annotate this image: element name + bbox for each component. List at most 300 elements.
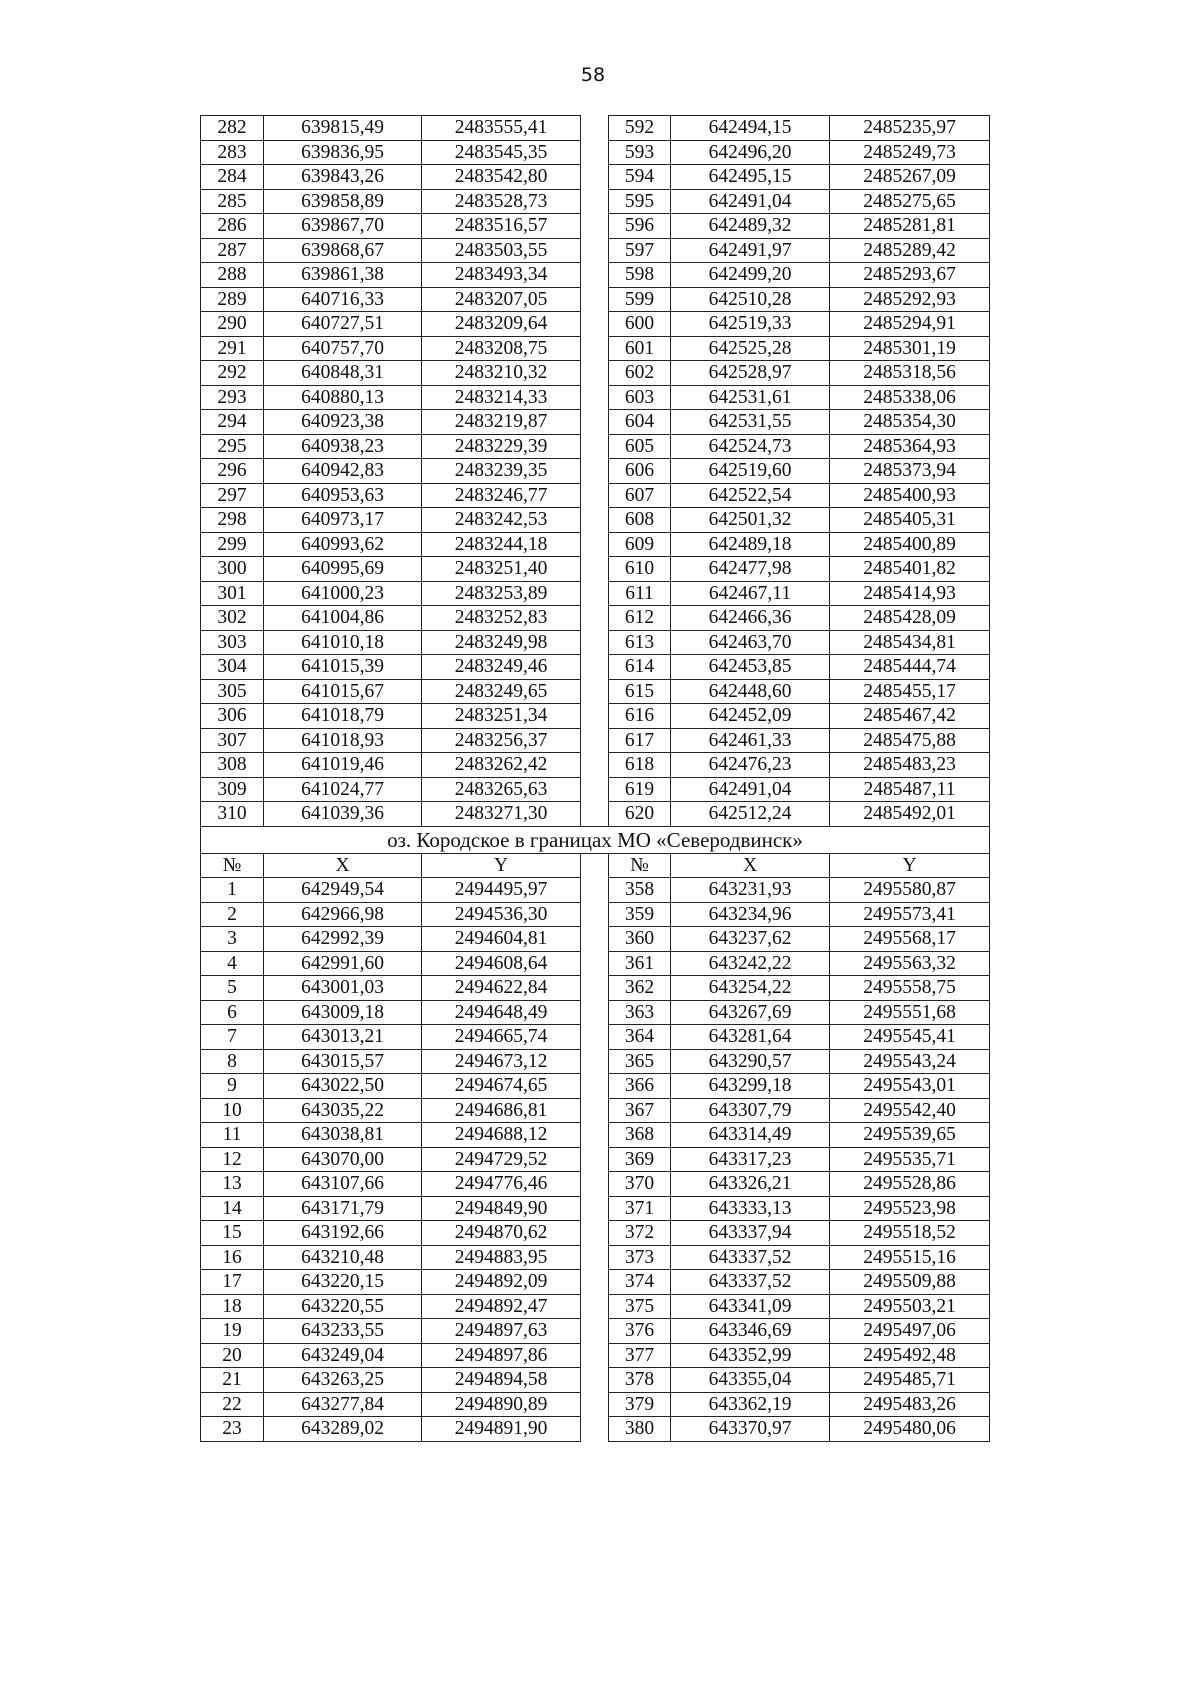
- table-row: [201, 1270, 990, 1295]
- header-number-left: №: [201, 853, 264, 878]
- column-gap: [581, 214, 609, 239]
- x-right: 642491,04: [671, 189, 830, 214]
- column-gap: [581, 116, 609, 141]
- point-number-right: 611: [609, 581, 671, 606]
- y-right: 2495528,86: [830, 1172, 990, 1197]
- header-x-right: X: [671, 853, 830, 878]
- point-number-left: 17: [201, 1270, 264, 1295]
- table-row: [201, 189, 990, 214]
- x-left: 643038,81: [264, 1123, 422, 1148]
- section-2-rows: [201, 878, 990, 1442]
- point-number-left: 15: [201, 1221, 264, 1246]
- point-number-right: 603: [609, 385, 671, 410]
- y-right: 2485487,11: [830, 777, 990, 802]
- point-number-right: 616: [609, 704, 671, 729]
- header-x-left: X: [264, 853, 422, 878]
- table-row: [201, 361, 990, 386]
- x-right: 643341,09: [671, 1294, 830, 1319]
- section-1-rows: [201, 116, 990, 827]
- column-gap: [581, 508, 609, 533]
- x-left: 643001,03: [264, 976, 422, 1001]
- point-number-right: 358: [609, 878, 671, 903]
- point-number-right: 365: [609, 1049, 671, 1074]
- x-right: 643352,99: [671, 1343, 830, 1368]
- point-number-left: 5: [201, 976, 264, 1001]
- y-right: 2485354,30: [830, 410, 990, 435]
- column-gap: [581, 630, 609, 655]
- y-left: 2494776,46: [422, 1172, 581, 1197]
- y-right: 2495543,01: [830, 1074, 990, 1099]
- y-left: 2483493,34: [422, 263, 581, 288]
- column-gap: [581, 679, 609, 704]
- x-left: 639858,89: [264, 189, 422, 214]
- x-left: 642992,39: [264, 927, 422, 952]
- x-right: 642519,33: [671, 312, 830, 337]
- point-number-left: 10: [201, 1098, 264, 1123]
- x-right: 642477,98: [671, 557, 830, 582]
- x-right: 642491,97: [671, 238, 830, 263]
- point-number-right: 360: [609, 927, 671, 952]
- point-number-right: 371: [609, 1196, 671, 1221]
- x-right: 643326,21: [671, 1172, 830, 1197]
- x-right: 643346,69: [671, 1319, 830, 1344]
- table-row: [201, 777, 990, 802]
- column-gap: [581, 802, 609, 827]
- point-number-left: 16: [201, 1245, 264, 1270]
- table-row: [201, 1098, 990, 1123]
- x-right: 643290,57: [671, 1049, 830, 1074]
- point-number-left: 19: [201, 1319, 264, 1344]
- point-number-right: 620: [609, 802, 671, 827]
- x-left: 642991,60: [264, 951, 422, 976]
- x-left: 640993,62: [264, 532, 422, 557]
- coordinates-table: [200, 115, 990, 1442]
- y-right: 2495539,65: [830, 1123, 990, 1148]
- table-row: [201, 1147, 990, 1172]
- point-number-left: 293: [201, 385, 264, 410]
- point-number-left: 307: [201, 728, 264, 753]
- point-number-left: 23: [201, 1417, 264, 1442]
- x-right: 642448,60: [671, 679, 830, 704]
- table-row: [201, 459, 990, 484]
- x-left: 643035,22: [264, 1098, 422, 1123]
- x-right: 643370,97: [671, 1417, 830, 1442]
- point-number-right: 375: [609, 1294, 671, 1319]
- column-gap: [581, 1098, 609, 1123]
- point-number-left: 305: [201, 679, 264, 704]
- point-number-right: 362: [609, 976, 671, 1001]
- y-left: 2494891,90: [422, 1417, 581, 1442]
- y-left: 2494674,65: [422, 1074, 581, 1099]
- x-left: 643220,55: [264, 1294, 422, 1319]
- x-left: 639861,38: [264, 263, 422, 288]
- point-number-left: 283: [201, 140, 264, 165]
- y-right: 2485235,97: [830, 116, 990, 141]
- table-row: [201, 1049, 990, 1074]
- page-number: 58: [580, 64, 606, 86]
- y-right: 2495535,71: [830, 1147, 990, 1172]
- x-right: 642496,20: [671, 140, 830, 165]
- x-left: 643210,48: [264, 1245, 422, 1270]
- point-number-right: 378: [609, 1368, 671, 1393]
- y-right: 2495518,52: [830, 1221, 990, 1246]
- point-number-left: 288: [201, 263, 264, 288]
- x-right: 642494,15: [671, 116, 830, 141]
- x-right: 642491,04: [671, 777, 830, 802]
- column-gap: [581, 878, 609, 903]
- point-number-left: 289: [201, 287, 264, 312]
- point-number-right: 379: [609, 1392, 671, 1417]
- x-left: 643022,50: [264, 1074, 422, 1099]
- point-number-left: 14: [201, 1196, 264, 1221]
- y-right: 2485401,82: [830, 557, 990, 582]
- point-number-right: 376: [609, 1319, 671, 1344]
- table-row: [201, 1417, 990, 1442]
- x-left: 643171,79: [264, 1196, 422, 1221]
- table-row: [201, 263, 990, 288]
- table-row: [201, 728, 990, 753]
- column-gap: [581, 777, 609, 802]
- x-left: 643192,66: [264, 1221, 422, 1246]
- x-left: 643249,04: [264, 1343, 422, 1368]
- point-number-left: 282: [201, 116, 264, 141]
- x-left: 643015,57: [264, 1049, 422, 1074]
- point-number-left: 297: [201, 483, 264, 508]
- point-number-left: 13: [201, 1172, 264, 1197]
- x-right: 643281,64: [671, 1025, 830, 1050]
- table-row: [201, 606, 990, 631]
- y-right: 2485294,91: [830, 312, 990, 337]
- x-right: 643337,94: [671, 1221, 830, 1246]
- column-gap: [581, 336, 609, 361]
- table-row: [201, 140, 990, 165]
- column-gap: [581, 557, 609, 582]
- x-right: 643314,49: [671, 1123, 830, 1148]
- x-left: 640923,38: [264, 410, 422, 435]
- y-left: 2483229,39: [422, 434, 581, 459]
- table-row: [201, 312, 990, 337]
- y-right: 2485249,73: [830, 140, 990, 165]
- y-right: 2485414,93: [830, 581, 990, 606]
- y-right: 2485293,67: [830, 263, 990, 288]
- table-row: [201, 287, 990, 312]
- point-number-right: 597: [609, 238, 671, 263]
- table-row: [201, 655, 990, 680]
- y-right: 2495497,06: [830, 1319, 990, 1344]
- y-right: 2495492,48: [830, 1343, 990, 1368]
- point-number-left: 287: [201, 238, 264, 263]
- point-number-left: 304: [201, 655, 264, 680]
- point-number-right: 374: [609, 1270, 671, 1295]
- y-right: 2485455,17: [830, 679, 990, 704]
- table-row: [201, 1319, 990, 1344]
- point-number-left: 8: [201, 1049, 264, 1074]
- y-left: 2494890,89: [422, 1392, 581, 1417]
- point-number-right: 595: [609, 189, 671, 214]
- y-left: 2483253,89: [422, 581, 581, 606]
- x-right: 642501,32: [671, 508, 830, 533]
- y-right: 2495568,17: [830, 927, 990, 952]
- point-number-left: 296: [201, 459, 264, 484]
- x-right: 642528,97: [671, 361, 830, 386]
- point-number-left: 6: [201, 1000, 264, 1025]
- x-right: 642466,36: [671, 606, 830, 631]
- y-right: 2485373,94: [830, 459, 990, 484]
- y-left: 2494673,12: [422, 1049, 581, 1074]
- point-number-left: 290: [201, 312, 264, 337]
- y-left: 2494897,86: [422, 1343, 581, 1368]
- table-row: [201, 679, 990, 704]
- point-number-right: 619: [609, 777, 671, 802]
- column-gap: [581, 753, 609, 778]
- column-gap: [581, 1221, 609, 1246]
- table-row: [201, 336, 990, 361]
- point-number-left: 291: [201, 336, 264, 361]
- x-left: 639836,95: [264, 140, 422, 165]
- y-right: 2495558,75: [830, 976, 990, 1001]
- column-gap: [581, 581, 609, 606]
- table-row: [201, 1123, 990, 1148]
- point-number-right: 361: [609, 951, 671, 976]
- x-right: 643362,19: [671, 1392, 830, 1417]
- x-left: 640973,17: [264, 508, 422, 533]
- x-right: 643231,93: [671, 878, 830, 903]
- x-right: 642452,09: [671, 704, 830, 729]
- point-number-left: 306: [201, 704, 264, 729]
- table-row: [201, 508, 990, 533]
- point-number-left: 21: [201, 1368, 264, 1393]
- x-right: 643337,52: [671, 1270, 830, 1295]
- point-number-right: 368: [609, 1123, 671, 1148]
- column-gap: [581, 1025, 609, 1050]
- y-right: 2485400,93: [830, 483, 990, 508]
- y-left: 2494665,74: [422, 1025, 581, 1050]
- point-number-right: 369: [609, 1147, 671, 1172]
- column-gap: [581, 976, 609, 1001]
- point-number-left: 4: [201, 951, 264, 976]
- y-left: 2483252,83: [422, 606, 581, 631]
- column-gap: [581, 1294, 609, 1319]
- x-left: 640880,13: [264, 385, 422, 410]
- x-right: 643333,13: [671, 1196, 830, 1221]
- y-right: 2495551,68: [830, 1000, 990, 1025]
- y-left: 2483246,77: [422, 483, 581, 508]
- point-number-left: 294: [201, 410, 264, 435]
- column-gap: [581, 704, 609, 729]
- y-right: 2495523,98: [830, 1196, 990, 1221]
- point-number-left: 310: [201, 802, 264, 827]
- x-left: 640848,31: [264, 361, 422, 386]
- point-number-right: 599: [609, 287, 671, 312]
- point-number-left: 284: [201, 165, 264, 190]
- y-right: 2485483,23: [830, 753, 990, 778]
- y-left: 2483242,53: [422, 508, 581, 533]
- point-number-right: 364: [609, 1025, 671, 1050]
- y-right: 2485467,42: [830, 704, 990, 729]
- point-number-left: 11: [201, 1123, 264, 1148]
- x-left: 641000,23: [264, 581, 422, 606]
- x-right: 642489,32: [671, 214, 830, 239]
- x-left: 640727,51: [264, 312, 422, 337]
- point-number-right: 608: [609, 508, 671, 533]
- table-row: [201, 1025, 990, 1050]
- y-left: 2494894,58: [422, 1368, 581, 1393]
- x-left: 641015,39: [264, 655, 422, 680]
- column-gap: [581, 728, 609, 753]
- y-right: 2485492,01: [830, 802, 990, 827]
- column-gap: [581, 385, 609, 410]
- y-right: 2485301,19: [830, 336, 990, 361]
- x-left: 643009,18: [264, 1000, 422, 1025]
- y-right: 2485434,81: [830, 630, 990, 655]
- y-left: 2483251,40: [422, 557, 581, 582]
- table-row: [201, 1221, 990, 1246]
- table-row: [201, 802, 990, 827]
- point-number-left: 303: [201, 630, 264, 655]
- section-2-header: [201, 826, 990, 878]
- table-row: [201, 704, 990, 729]
- y-right: 2485275,65: [830, 189, 990, 214]
- column-gap: [581, 1245, 609, 1270]
- x-right: 642499,20: [671, 263, 830, 288]
- column-gap: [581, 655, 609, 680]
- x-right: 643307,79: [671, 1098, 830, 1123]
- x-right: 642463,70: [671, 630, 830, 655]
- column-gap: [581, 1319, 609, 1344]
- x-left: 641018,93: [264, 728, 422, 753]
- y-right: 2485281,81: [830, 214, 990, 239]
- point-number-right: 605: [609, 434, 671, 459]
- column-gap: [581, 459, 609, 484]
- y-right: 2495563,32: [830, 951, 990, 976]
- y-left: 2483528,73: [422, 189, 581, 214]
- x-left: 643107,66: [264, 1172, 422, 1197]
- x-right: 642525,28: [671, 336, 830, 361]
- column-gap: [581, 606, 609, 631]
- table-row: [201, 483, 990, 508]
- y-left: 2483219,87: [422, 410, 581, 435]
- y-left: 2494648,49: [422, 1000, 581, 1025]
- y-right: 2495542,40: [830, 1098, 990, 1123]
- x-right: 642489,18: [671, 532, 830, 557]
- y-left: 2483244,18: [422, 532, 581, 557]
- y-left: 2494849,90: [422, 1196, 581, 1221]
- column-gap: [581, 1147, 609, 1172]
- point-number-right: 607: [609, 483, 671, 508]
- x-right: 642531,61: [671, 385, 830, 410]
- column-gap: [581, 1417, 609, 1442]
- point-number-left: 308: [201, 753, 264, 778]
- y-right: 2485364,93: [830, 434, 990, 459]
- column-gap: [581, 165, 609, 190]
- x-left: 643277,84: [264, 1392, 422, 1417]
- x-left: 642949,54: [264, 878, 422, 903]
- point-number-right: 373: [609, 1245, 671, 1270]
- column-gap: [581, 263, 609, 288]
- table-row: [201, 581, 990, 606]
- x-right: 643234,96: [671, 902, 830, 927]
- y-left: 2494883,95: [422, 1245, 581, 1270]
- point-number-right: 602: [609, 361, 671, 386]
- point-number-left: 22: [201, 1392, 264, 1417]
- table-row: [201, 238, 990, 263]
- y-left: 2483542,80: [422, 165, 581, 190]
- x-right: 643242,22: [671, 951, 830, 976]
- y-right: 2495503,21: [830, 1294, 990, 1319]
- point-number-right: 380: [609, 1417, 671, 1442]
- point-number-left: 20: [201, 1343, 264, 1368]
- y-left: 2483516,57: [422, 214, 581, 239]
- column-gap: [581, 189, 609, 214]
- point-number-right: 372: [609, 1221, 671, 1246]
- column-gap: [581, 1172, 609, 1197]
- x-left: 641019,46: [264, 753, 422, 778]
- y-left: 2494495,97: [422, 878, 581, 903]
- y-left: 2483249,46: [422, 655, 581, 680]
- y-left: 2483262,42: [422, 753, 581, 778]
- column-gap: [581, 902, 609, 927]
- y-left: 2483208,75: [422, 336, 581, 361]
- column-gap: [581, 410, 609, 435]
- x-right: 643299,18: [671, 1074, 830, 1099]
- table-row: [201, 927, 990, 952]
- x-right: 642461,33: [671, 728, 830, 753]
- column-gap: [581, 1343, 609, 1368]
- point-number-right: 609: [609, 532, 671, 557]
- point-number-right: 363: [609, 1000, 671, 1025]
- point-number-right: 370: [609, 1172, 671, 1197]
- y-right: 2495573,41: [830, 902, 990, 927]
- x-right: 643317,23: [671, 1147, 830, 1172]
- y-right: 2495515,16: [830, 1245, 990, 1270]
- y-left: 2483249,65: [422, 679, 581, 704]
- y-left: 2483214,33: [422, 385, 581, 410]
- point-number-right: 594: [609, 165, 671, 190]
- x-right: 642453,85: [671, 655, 830, 680]
- y-right: 2485318,56: [830, 361, 990, 386]
- table-row: [201, 116, 990, 141]
- x-left: 639868,67: [264, 238, 422, 263]
- x-left: 643233,55: [264, 1319, 422, 1344]
- x-left: 641010,18: [264, 630, 422, 655]
- x-left: 640938,23: [264, 434, 422, 459]
- column-gap: [581, 1196, 609, 1221]
- table-row: [201, 385, 990, 410]
- y-left: 2483265,63: [422, 777, 581, 802]
- table-row: [201, 1074, 990, 1099]
- y-left: 2483249,98: [422, 630, 581, 655]
- point-number-left: 9: [201, 1074, 264, 1099]
- x-left: 643013,21: [264, 1025, 422, 1050]
- point-number-right: 359: [609, 902, 671, 927]
- point-number-left: 3: [201, 927, 264, 952]
- point-number-left: 295: [201, 434, 264, 459]
- y-left: 2494686,81: [422, 1098, 581, 1123]
- section-caption: оз. Кородское в границах МО «Северодвинск»: [201, 826, 990, 853]
- table-row: [201, 214, 990, 239]
- point-number-right: 598: [609, 263, 671, 288]
- point-number-left: 286: [201, 214, 264, 239]
- x-right: 642495,15: [671, 165, 830, 190]
- x-left: 639843,26: [264, 165, 422, 190]
- point-number-left: 300: [201, 557, 264, 582]
- point-number-right: 615: [609, 679, 671, 704]
- point-number-right: 367: [609, 1098, 671, 1123]
- x-left: 640716,33: [264, 287, 422, 312]
- x-right: 642467,11: [671, 581, 830, 606]
- column-gap: [581, 951, 609, 976]
- table-row: [201, 1000, 990, 1025]
